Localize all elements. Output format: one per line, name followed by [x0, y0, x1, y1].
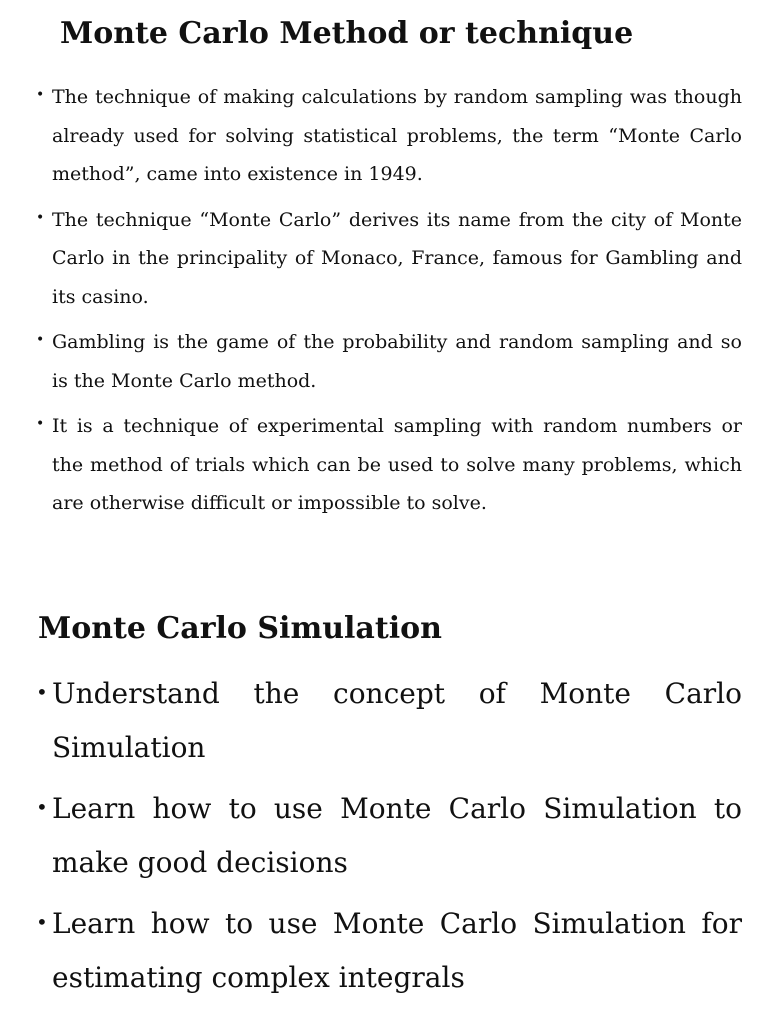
list-item: [32, 78, 742, 194]
section-title-monte-carlo-simulation: Monte Carlo Simulation: [38, 611, 442, 646]
list-item: [32, 323, 742, 400]
bullet-icon: •: [36, 332, 45, 348]
section-title-monte-carlo-method: Monte Carlo Method or technique: [60, 16, 634, 51]
list-item-text: It is a technique of experimental sampling with random numbers or the method of trials which can be used to solve many problems, which are otherwise difficult or impossible to solve.: [52, 415, 742, 514]
bullet-icon: •: [36, 416, 45, 432]
list-item-text: Gambling is the game of the probability and random sampling and so is the Monte Carlo method.: [52, 331, 742, 392]
bullet-icon: •: [36, 209, 45, 226]
list-item-text: Learn how to use Monte Carlo Simulation for estimating complex integrals: [52, 907, 742, 994]
simulation-bullet-list: [34, 667, 742, 1012]
list-item: [34, 782, 742, 890]
bullet-icon: •: [36, 910, 48, 934]
list-item-text: The technique “Monte Carlo” derives its name from the city of Monte Carlo in the principality of Monaco, France, famous for Gambling and its casino.: [52, 208, 742, 308]
list-item-text: Learn how to use Monte Carlo Simulation to make good decisions: [52, 792, 742, 879]
bullet-icon: •: [36, 680, 48, 704]
bullet-icon: •: [36, 87, 45, 103]
method-bullet-list: [32, 78, 742, 530]
list-item: [32, 407, 742, 523]
list-item: [34, 667, 742, 775]
list-item-text: Understand the concept of Monte Carlo Simulation: [52, 677, 742, 764]
bullet-icon: •: [36, 795, 48, 819]
list-item: [32, 201, 742, 317]
list-item-text: The technique of making calculations by random sampling was though already used for solving statistical problems, the term “Monte Carlo method”, came into existence in 1949.: [52, 86, 742, 185]
list-item: [34, 897, 742, 1005]
